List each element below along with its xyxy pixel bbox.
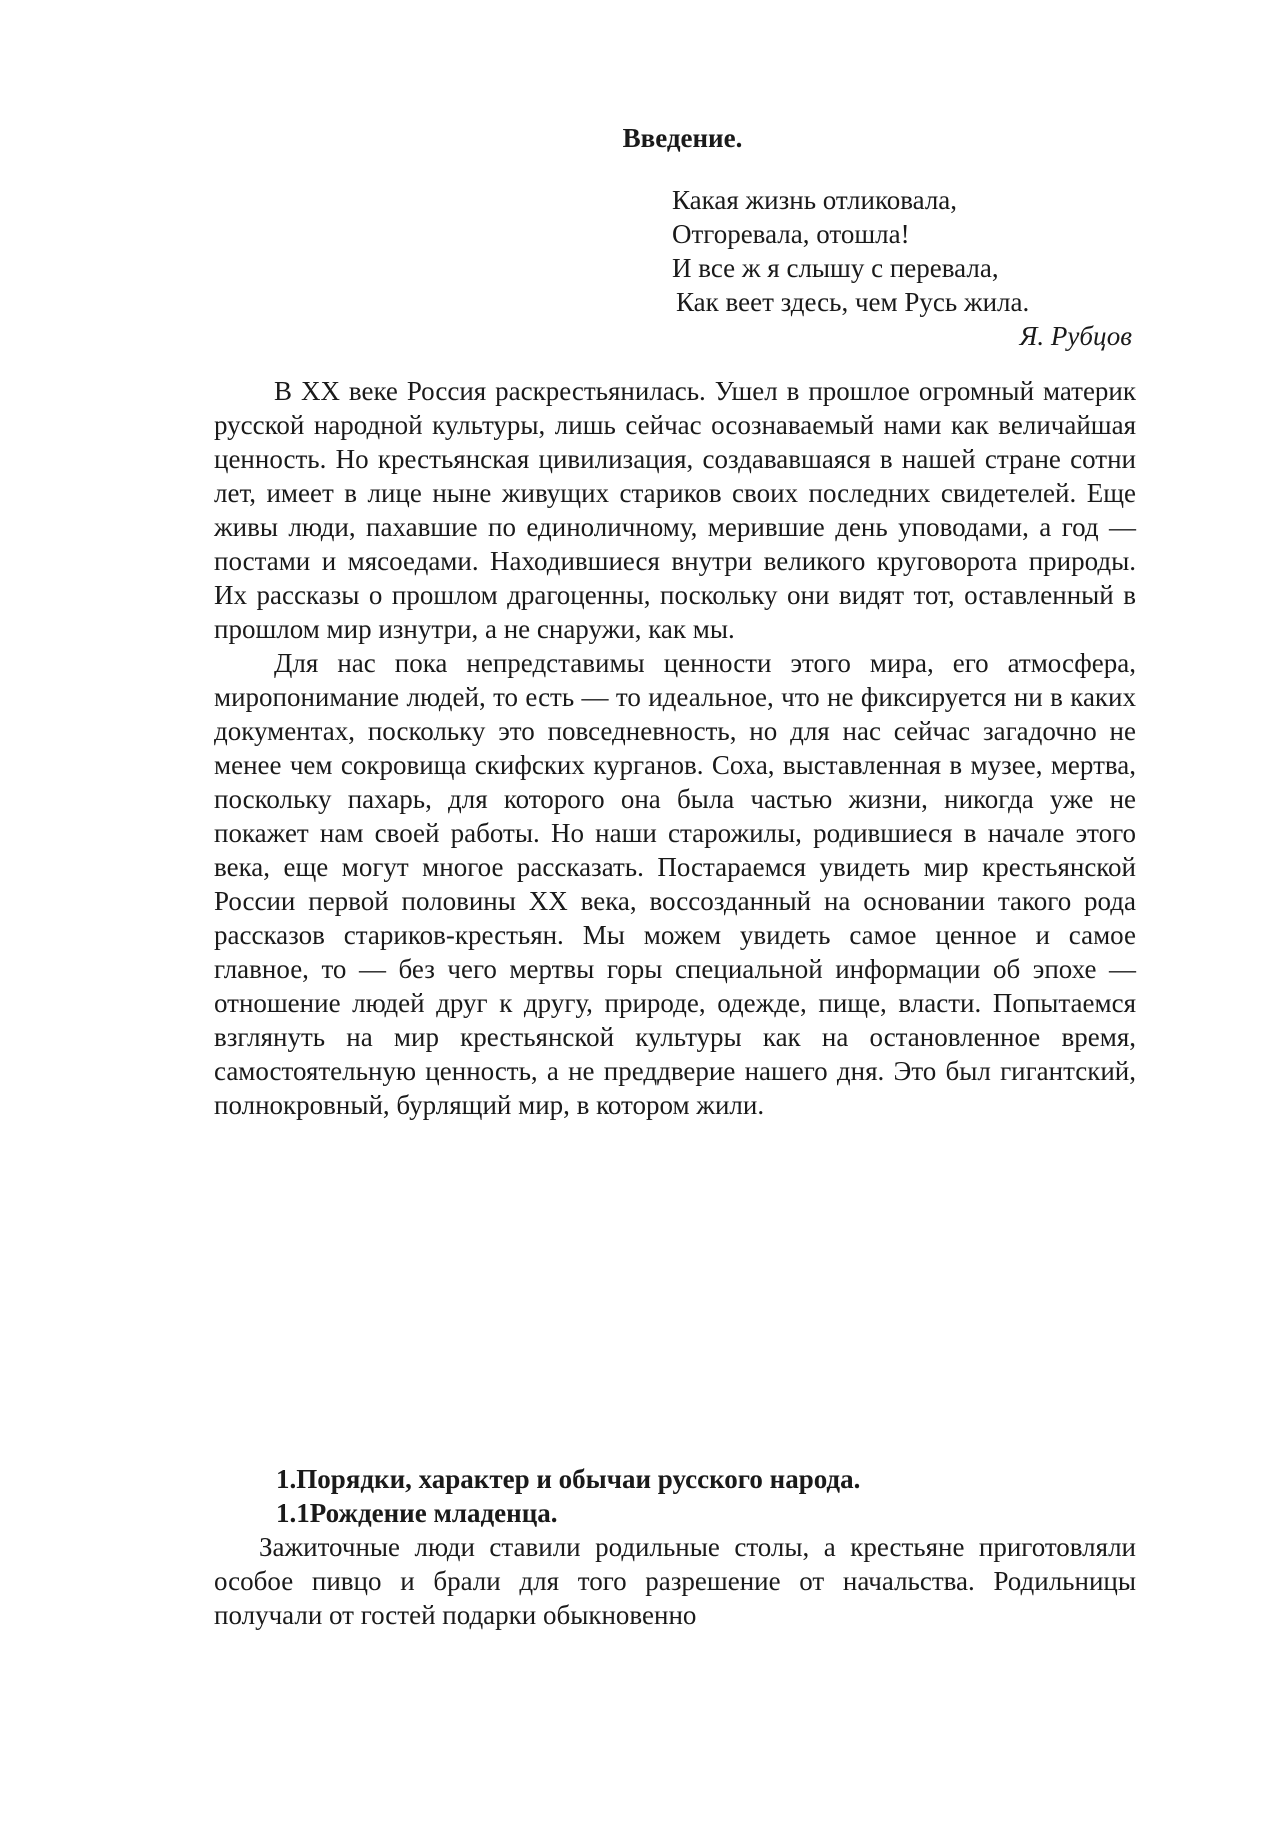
intro-text <box>214 374 1136 1122</box>
paragraph: В XX веке Россия раскрестьянилась. Ушел в прошлое огромный материк русской народной культуры, лишь сейчас осознаваемый нами как величайшая ценность. Но крестьянская цивилизация, создававшаяся в нашей стране сотни лет, имеет в лице ныне живущих стариков своих последних свидетелей. Еще живы люди, пахавшие по единоличному, мерившие день уповодами, а год — постами и мясоедами. Находившиеся внутри великого круговорота природы. Их рассказы о прошлом драгоценны, поскольку они видят тот, оставленный в прошлом мир изнутри, а не снаружи, как мы. <box>214 376 1136 644</box>
page-title-text: Введение. <box>622 123 743 153</box>
subsection-heading: 1.1Рождение младенца. <box>276 1498 558 1528</box>
epigraph-line: И все ж я слышу с перевала, <box>672 253 999 283</box>
birth-text <box>214 1530 1136 1632</box>
page-title <box>0 121 1280 155</box>
section-heading: 1.Порядки, характер и обычаи русского народа. <box>276 1464 861 1494</box>
epigraph-author: Я. Рубцов <box>1019 321 1132 351</box>
epigraph <box>672 183 1132 353</box>
epigraph-line: Отгоревала, отошла! <box>672 219 910 249</box>
paragraph: Для нас пока непредставимы ценности этого мира, его атмосфера, миропонимание людей, то есть — то идеальное, что не фиксируется ни в каких документах, поскольку это повседневность, но для нас сейчас загадочно не менее чем сокровища скифских курганов. Соха, выставленная в музее, мертва, поскольку пахарь, для которого она была частью жизни, никогда уже не покажет нам своей работы. Но наши старожилы, родившиеся в начале этого века, еще могут многое рассказать. Постараемся увидеть мир крестьянской России первой половины XX века, воссозданный на основании такого рода рассказов стариков-крестьян. Мы можем увидеть самое ценное и самое главное, то — без чего мертвы горы специальной информации об эпохе — отношение людей друг к другу, природе, одежде, пище, власти. Попытаемся взглянуть на мир крестьянской культуры как на остановленное время, самостоятельную ценность, а не преддверие нашего дня. Это был гигантский, полнокровный, бурлящий мир, в котором жили. <box>214 648 1136 1120</box>
epigraph-line: Какая жизнь отликовала, <box>672 185 958 215</box>
epigraph-line: Как веет здесь, чем Русь жила. <box>676 287 1030 317</box>
paragraph: Зажиточные люди ставили родильные столы, а крестьяне приготовляли особое пивцо и брали для того разрешение от начальства. Родильницы получали от гостей подарки обыкновенно <box>214 1532 1136 1630</box>
